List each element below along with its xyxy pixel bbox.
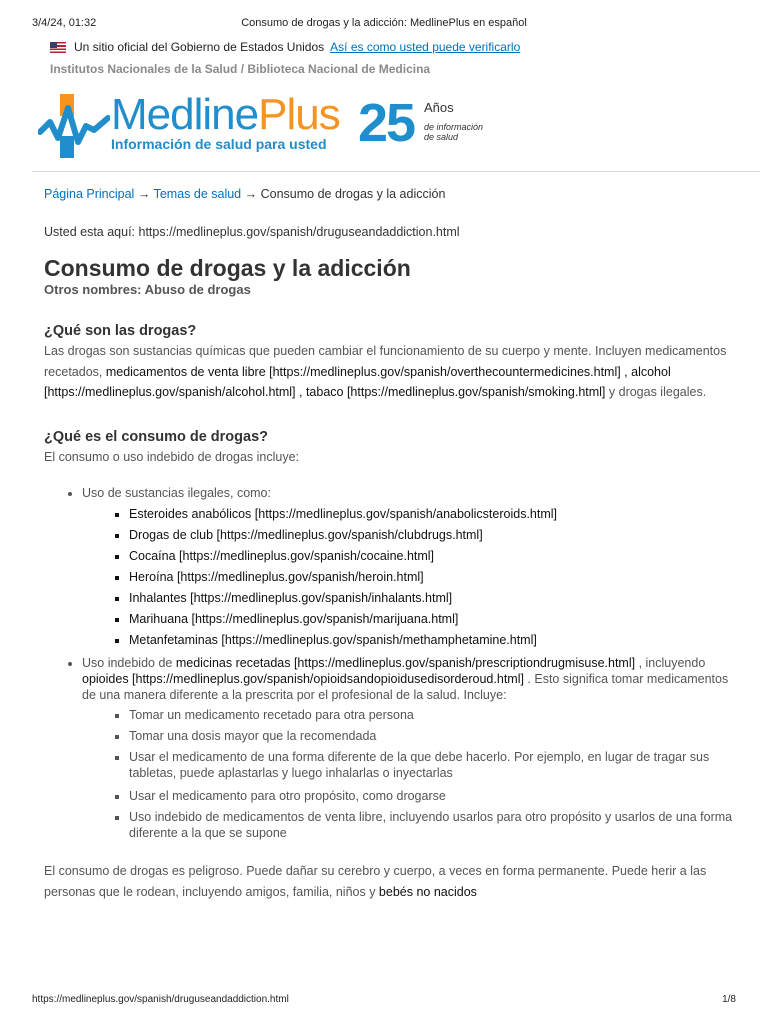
anniversary-years: Años <box>424 100 454 115</box>
list-item-label: Uso de sustancias ilegales, como: <box>82 486 271 500</box>
paragraph-text: Las drogas son sustancias químicas que pueden cambiar el funcionamiento de su cuerpo y mente. Incluyen medicamentos recetados, <box>44 344 727 379</box>
medlineplus-logo-icon <box>38 92 110 160</box>
section-heading-what-are-drugs: ¿Qué son las drogas? <box>44 323 197 339</box>
paragraph-text: El consumo de drogas es peligroso. Puede dañar su cerebro y cuerpo, a veces en forma permanente. Puede herir a las personas que le rodean, incluyendo amigos, familia, niños y <box>44 863 707 899</box>
logo-tagline: Información de salud para usted <box>111 136 327 152</box>
breadcrumb-home[interactable]: Página Principal <box>44 187 135 201</box>
other-names: Otros nombres: Abuso de drogas <box>44 282 251 297</box>
section-intro-drug-use: El consumo o uso indebido de drogas incluye: <box>44 449 300 464</box>
illegal-substances-list <box>82 504 734 651</box>
list-item-prescription-misuse <box>82 655 734 841</box>
drug-use-list <box>44 483 734 841</box>
section-paragraph-what-are-drugs <box>44 341 734 403</box>
page-title: Consumo de drogas y la adicción <box>44 255 411 281</box>
breadcrumb-separator: → <box>134 187 154 201</box>
gov-banner <box>50 40 520 54</box>
list-item-link[interactable]: ▪ Metanfetaminas [https://medlineplus.gov/spanish/methamphetamine.html] <box>129 630 734 651</box>
list-item-text: Uso indebido de <box>82 655 176 670</box>
logo-wordmark-medline: Medline <box>111 90 259 139</box>
list-item-link[interactable]: ▪ Heroína [https://medlineplus.gov/spanish/heroin.html] <box>129 567 734 588</box>
misuse-list <box>82 705 734 841</box>
print-date: 3/4/24, 01:32 <box>32 17 97 29</box>
logo-wordmark <box>111 92 340 138</box>
logo-wordmark-plus: Plus <box>258 90 340 139</box>
section-heading-drug-use: ¿Qué es el consumo de drogas? <box>44 428 268 445</box>
breadcrumb-current: Consumo de drogas y la adicción <box>260 187 446 201</box>
unborn-babies-link[interactable]: bebés no nacidos <box>378 884 477 899</box>
list-item: ▪ Usar el medicamento de una forma diferente de la que debe hacerlo. Por ejemplo, en lugar de tragar sus tabletas, puede aplastarlas y luego inhalarlas o inyectarlas <box>129 749 734 781</box>
print-footer <box>32 994 736 1006</box>
list-item-link[interactable]: ▪ Drogas de club [https://medlineplus.gov/spanish/clubdrugs.html] <box>129 525 734 546</box>
gov-verify-link[interactable]: Así es como usted puede verificarlo <box>330 40 521 54</box>
list-item: ▪ Usar el medicamento para otro propósito, como drogarse <box>129 786 734 807</box>
us-flag-icon <box>50 42 66 53</box>
header-divider <box>32 171 760 172</box>
nih-nlm-line: Institutos Nacionales de la Salud / Biblioteca Nacional de Medicina <box>50 62 431 76</box>
print-page-number: 1/8 <box>722 994 736 1005</box>
list-item: ▪ Tomar un medicamento recetado para otra persona <box>129 705 734 726</box>
list-item-link[interactable]: ▪ Marihuana [https://medlineplus.gov/spanish/marijuana.html] <box>129 609 734 630</box>
list-item-link[interactable]: ▪ Inhalantes [https://medlineplus.gov/spanish/inhalants.html] <box>129 588 734 609</box>
medlineplus-logo[interactable] <box>38 92 498 162</box>
list-item-text: , incluyendo <box>635 655 706 670</box>
opioids-link[interactable]: opioides [https://medlineplus.gov/spanish/opioidsandopioidusedisorderoud.html] <box>82 671 524 686</box>
breadcrumb-separator: → <box>241 187 261 201</box>
list-item-link[interactable]: ▪ Cocaína [https://medlineplus.gov/spanish/cocaine.html] <box>129 546 734 567</box>
print-footer-url: https://medlineplus.gov/spanish/druguseandaddiction.html <box>32 994 289 1005</box>
closing-paragraph <box>44 861 734 903</box>
anniversary-number: 25 <box>358 93 415 153</box>
list-item: ▪ Tomar una dosis mayor que la recomendada <box>129 726 734 747</box>
list-item-link[interactable]: ▪ Esteroides anabólicos [https://medlineplus.gov/spanish/anabolicsteroids.html] <box>129 504 734 525</box>
you-are-here: Usted esta aquí: https://medlineplus.gov/spanish/druguseandaddiction.html <box>44 224 460 239</box>
breadcrumb <box>44 184 734 205</box>
prescription-misuse-link[interactable]: medicinas recetadas [https://medlineplus.gov/spanish/prescriptiondrugmisuse.html] <box>175 655 636 670</box>
anniversary-subtitle: de información de salud <box>424 122 484 142</box>
print-header <box>32 17 736 31</box>
paragraph-text: y drogas ilegales. <box>605 385 707 399</box>
list-item-text: . Esto significa tomar medicamentos de una manera diferente a la prescrita por el profesional de la salud. Incluye: <box>82 671 729 702</box>
breadcrumb-topics[interactable]: Temas de salud <box>153 187 242 201</box>
list-item-illegal-substances <box>82 483 734 651</box>
gov-banner-text: Un sitio oficial del Gobierno de Estados Unidos <box>74 40 325 54</box>
otc-alcohol-tobacco-links[interactable]: medicamentos de venta libre [https://medlineplus.gov/spanish/overthecountermedicines.html] , alcohol [https://medlineplus.gov/spanish/alcohol.html] , tabaco [https://medlineplus.gov/spanish/smoking.html] <box>44 364 671 399</box>
print-title: Consumo de drogas y la adicción: MedlinePlus en español <box>241 17 527 29</box>
list-item: ▪ Uso indebido de medicamentos de venta libre, incluyendo usarlos para otro propósito y usarlos de una forma diferente a la que se supone <box>129 809 734 841</box>
main-content <box>44 184 734 903</box>
